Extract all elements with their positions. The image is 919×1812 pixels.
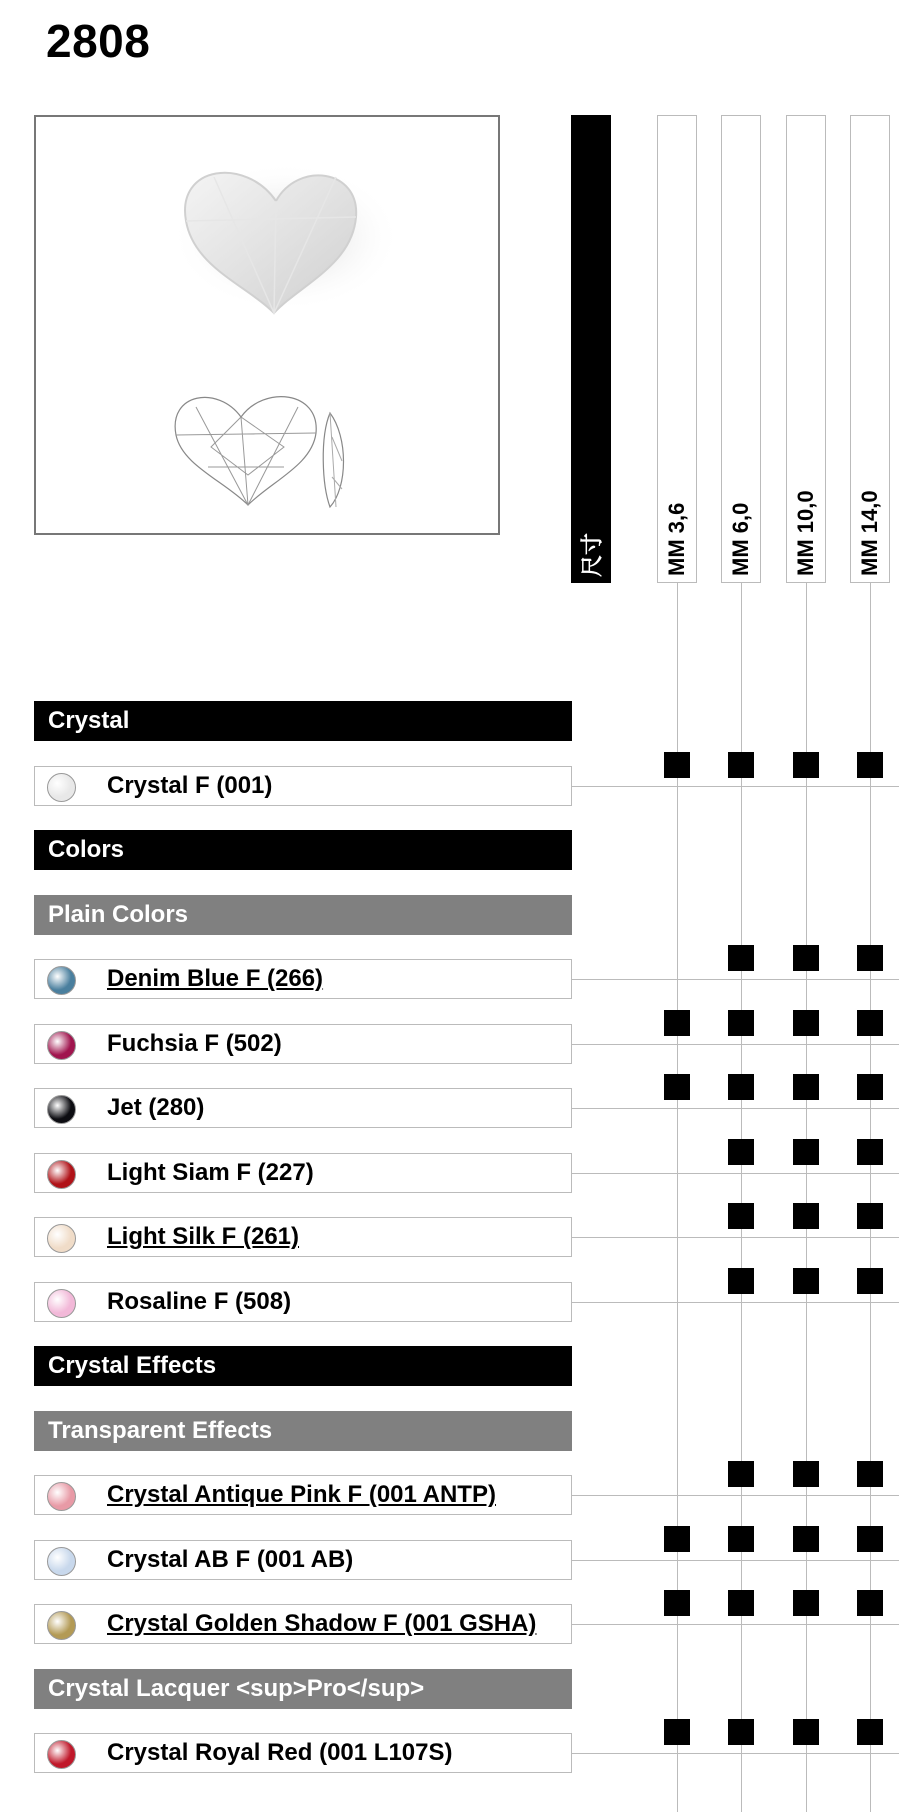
color-link[interactable]: Denim Blue F (266) xyxy=(107,965,324,992)
availability-mark xyxy=(664,752,690,778)
availability-mark xyxy=(857,945,883,971)
availability-mark xyxy=(728,1010,754,1036)
product-image xyxy=(34,115,500,535)
availability-mark xyxy=(857,1590,883,1616)
size-label: MM 10,0 xyxy=(793,490,818,576)
color-swatch-icon xyxy=(47,1289,76,1318)
availability-mark xyxy=(857,1074,883,1100)
color-row xyxy=(34,1540,572,1580)
availability-mark xyxy=(728,1526,754,1552)
row-guide xyxy=(572,1495,899,1496)
availability-mark xyxy=(857,1139,883,1165)
availability-mark xyxy=(857,1268,883,1294)
row-guide xyxy=(572,1237,899,1238)
color-row xyxy=(34,1024,572,1064)
color-row xyxy=(34,1088,572,1128)
row-guide xyxy=(572,979,899,980)
row-guide xyxy=(572,1624,899,1625)
availability-mark xyxy=(728,752,754,778)
product-number: 2808 xyxy=(46,15,151,67)
color-row xyxy=(34,1733,572,1773)
availability-mark xyxy=(728,1719,754,1745)
availability-mark xyxy=(728,1139,754,1165)
size-header-label: 尺寸 xyxy=(579,532,605,577)
category-header: Crystal Effects xyxy=(34,1346,572,1386)
color-row xyxy=(34,1153,572,1193)
availability-mark xyxy=(857,1203,883,1229)
color-name: Crystal AB F (001 AB) xyxy=(107,1546,354,1573)
color-swatch-icon xyxy=(47,1224,76,1253)
availability-mark xyxy=(664,1010,690,1036)
availability-mark xyxy=(728,1203,754,1229)
availability-mark xyxy=(793,1010,819,1036)
availability-mark xyxy=(793,1719,819,1745)
color-link[interactable]: Crystal Antique Pink F (001 ANTP) xyxy=(107,1481,496,1508)
row-guide xyxy=(572,1302,899,1303)
color-swatch-icon xyxy=(47,1611,76,1640)
availability-mark xyxy=(664,1590,690,1616)
availability-mark xyxy=(857,1010,883,1036)
color-swatch-icon xyxy=(47,1031,76,1060)
availability-mark xyxy=(793,752,819,778)
availability-mark xyxy=(664,1074,690,1100)
availability-mark xyxy=(793,1139,819,1165)
color-row xyxy=(34,1604,572,1644)
availability-mark xyxy=(857,752,883,778)
availability-mark xyxy=(793,1203,819,1229)
availability-mark xyxy=(793,945,819,971)
availability-mark xyxy=(728,945,754,971)
size-column-1 xyxy=(721,115,761,583)
size-column-0 xyxy=(657,115,697,583)
color-swatch-icon xyxy=(47,1482,76,1511)
row-guide xyxy=(572,1560,899,1561)
color-swatch-icon xyxy=(47,966,76,995)
availability-mark xyxy=(664,1526,690,1552)
availability-mark xyxy=(793,1526,819,1552)
color-row xyxy=(34,766,572,806)
availability-mark xyxy=(857,1526,883,1552)
row-guide xyxy=(572,1044,899,1045)
color-swatch-icon xyxy=(47,1740,76,1769)
availability-mark xyxy=(728,1590,754,1616)
color-swatch-icon xyxy=(47,1160,76,1189)
availability-mark xyxy=(793,1074,819,1100)
availability-mark xyxy=(728,1461,754,1487)
availability-mark xyxy=(664,1719,690,1745)
row-guide xyxy=(572,1108,899,1109)
color-link[interactable]: Light Silk F (261) xyxy=(107,1223,300,1250)
color-row xyxy=(34,959,572,999)
size-column-2 xyxy=(786,115,826,583)
size-column-3 xyxy=(850,115,890,583)
availability-mark xyxy=(857,1719,883,1745)
availability-mark xyxy=(728,1074,754,1100)
row-guide xyxy=(572,786,899,787)
availability-mark xyxy=(793,1590,819,1616)
color-name: Jet (280) xyxy=(107,1094,205,1121)
size-header xyxy=(571,115,611,583)
row-guide xyxy=(572,1753,899,1754)
color-row xyxy=(34,1282,572,1322)
color-name: Fuchsia F (502) xyxy=(107,1030,282,1057)
color-row xyxy=(34,1217,572,1257)
size-label: MM 3,6 xyxy=(664,502,689,576)
category-header: Colors xyxy=(34,830,572,870)
size-label: MM 14,0 xyxy=(857,490,882,576)
subcategory-header: Crystal Lacquer <sup>Pro</sup> xyxy=(34,1669,572,1709)
subcategory-header: Transparent Effects xyxy=(34,1411,572,1451)
heart-stone-illustration xyxy=(36,117,498,533)
availability-mark xyxy=(793,1461,819,1487)
row-guide xyxy=(572,1173,899,1174)
color-row xyxy=(34,1475,572,1515)
size-label: MM 6,0 xyxy=(728,502,753,576)
color-swatch-icon xyxy=(47,1095,76,1124)
color-name: Crystal Royal Red (001 L107S) xyxy=(107,1739,453,1766)
color-name: Rosaline F (508) xyxy=(107,1288,292,1315)
color-name: Light Siam F (227) xyxy=(107,1159,314,1186)
availability-mark xyxy=(793,1268,819,1294)
color-swatch-icon xyxy=(47,1547,76,1576)
availability-mark xyxy=(857,1461,883,1487)
subcategory-header: Plain Colors xyxy=(34,895,572,935)
category-header: Crystal xyxy=(34,701,572,741)
availability-mark xyxy=(728,1268,754,1294)
color-name: Crystal F (001) xyxy=(107,772,273,799)
color-swatch-icon xyxy=(47,773,76,802)
color-link[interactable]: Crystal Golden Shadow F (001 GSHA) xyxy=(107,1610,537,1637)
